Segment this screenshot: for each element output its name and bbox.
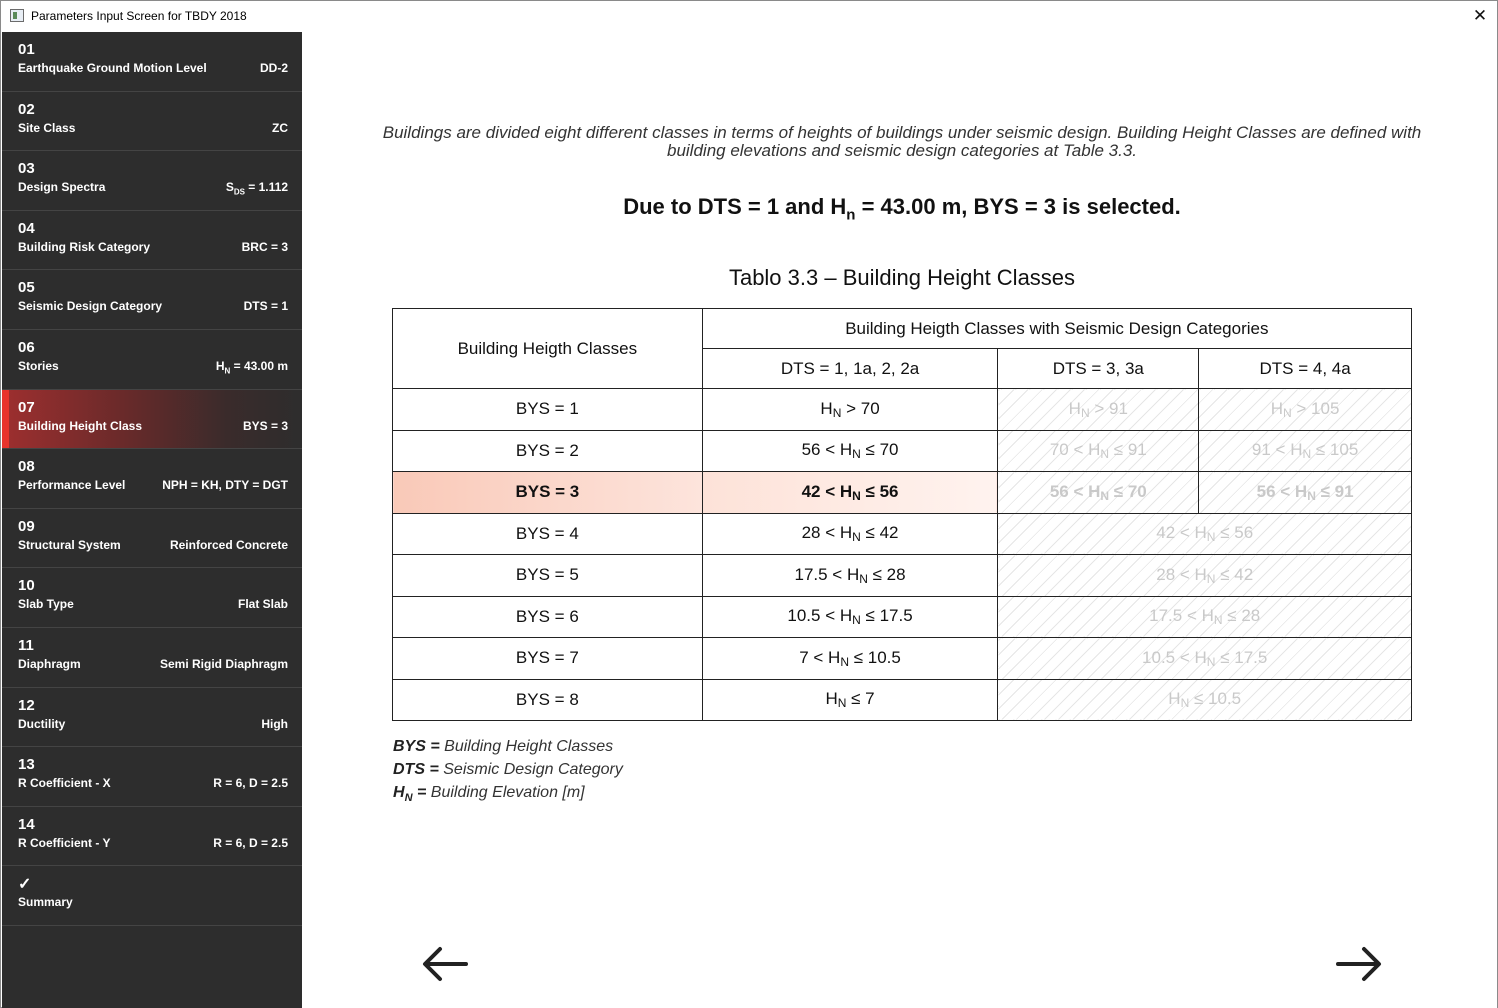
cell-text-part: ≤ 91 — [1109, 440, 1147, 460]
sidebar-step[interactable] — [2, 747, 302, 807]
step-label: Stories — [18, 358, 59, 373]
main-content — [302, 32, 1497, 1008]
step-value: Semi Rigid Diaphragm — [159, 656, 288, 671]
legend-desc: Seismic Design Category — [443, 761, 623, 779]
dts1-cell — [702, 430, 998, 472]
step-number: ✓ — [18, 876, 32, 894]
step-number: 02 — [18, 100, 35, 118]
step-value: DTS = 1 — [243, 299, 288, 314]
legend-key: $H_N$ = — [393, 784, 427, 805]
sidebar-step[interactable] — [2, 449, 302, 509]
cell-text-part: N — [852, 447, 861, 462]
dts34-cell — [998, 596, 1412, 638]
cell-text-part: ≤ 17.5 — [1215, 647, 1268, 667]
bys-cell: BYS = 1 — [393, 389, 703, 431]
bys-cell: BYS = 5 — [393, 555, 703, 597]
selection-pre: Due to DTS = 1 and H — [623, 194, 847, 219]
step-number: 04 — [18, 219, 35, 237]
table-row — [393, 389, 1412, 431]
dts1-cell — [702, 638, 998, 680]
cell-text-part: ≤ 28 — [1222, 606, 1261, 626]
cell-text-part: N — [832, 405, 842, 420]
cell-text-part: 17.5 < H — [794, 564, 860, 584]
sidebar-step[interactable] — [2, 32, 302, 92]
sidebar-step[interactable] — [2, 688, 302, 748]
step-value: BRC = 3 — [241, 239, 288, 254]
step-number: 03 — [18, 160, 35, 178]
step-number: 07 — [18, 398, 35, 416]
cell-text-part: ≤ 70 — [1109, 481, 1147, 501]
step-label: Structural System — [18, 537, 121, 552]
cell-text-part: 7 < H — [799, 647, 841, 667]
cell-text-part: 56 < H — [1049, 481, 1101, 501]
step-value-prefix: H — [215, 358, 225, 373]
legend-item — [393, 761, 623, 784]
step-label: Seismic Design Category — [18, 299, 163, 314]
cell-text-part: N — [837, 696, 847, 711]
cell-text-part: N — [1283, 405, 1292, 420]
step-value: High — [261, 716, 288, 731]
step-label: Summary — [18, 895, 73, 910]
legend-item — [393, 784, 623, 807]
cell-text-part: ≤ 10.5 — [1189, 689, 1242, 709]
cell-text-part: N — [1206, 530, 1216, 545]
step-label: R Coefficient - Y — [18, 835, 111, 850]
bys-cell: BYS = 7 — [393, 638, 703, 680]
dts34-cell — [998, 513, 1412, 555]
cell-text-part: 10.5 < H — [1142, 647, 1207, 667]
bys-cell: BYS = 6 — [393, 596, 703, 638]
dts1-cell — [702, 679, 998, 721]
group-header: Building Heigth Classes with Seismic Design Categories — [702, 309, 1411, 349]
cell-text-part: 42 < H — [801, 481, 853, 501]
cell-text-part: ≤ 42 — [860, 523, 899, 543]
step-value: Reinforced Concrete — [169, 537, 288, 552]
cell-text-part: 28 < H — [801, 523, 853, 543]
step-label: Site Class — [18, 120, 76, 135]
step-value-suffix: = 1.112 — [244, 180, 288, 195]
window-title: Parameters Input Screen for TBDY 2018 — [31, 9, 247, 23]
step-label: Building Risk Category — [18, 239, 151, 254]
cell-text-part: N — [1180, 696, 1190, 711]
sidebar-step[interactable] — [2, 330, 302, 390]
app-icon — [10, 9, 24, 22]
step-value-sub: N — [224, 366, 231, 376]
dts3-cell — [998, 430, 1199, 472]
sidebar-step[interactable] — [2, 211, 302, 271]
legend-key: BYS = — [393, 738, 440, 755]
height-class-table — [392, 308, 1412, 721]
close-button[interactable]: ✕ — [1472, 6, 1488, 25]
cell-text-part: N — [1307, 488, 1316, 503]
cell-text-part: N — [1206, 571, 1216, 586]
cell-text-part: 56 < H — [801, 440, 853, 460]
table-row — [393, 430, 1412, 472]
step-value: ZC — [272, 120, 288, 135]
arrow-left-icon[interactable] — [420, 944, 470, 984]
cell-text-part: N — [1213, 613, 1223, 628]
step-number: 14 — [18, 815, 35, 833]
table-row — [393, 596, 1412, 638]
cell-text-part: 28 < H — [1156, 564, 1207, 584]
step-number: 06 — [18, 338, 35, 356]
cell-text-part: ≤ 42 — [1215, 564, 1254, 584]
sub-header-dts-1: DTS = 1, 1a, 2, 2a — [702, 349, 998, 389]
cell-text-part: 42 < H — [1156, 523, 1207, 543]
cell-text-part: N — [852, 530, 861, 545]
step-number: 08 — [18, 458, 35, 476]
cell-text-part: ≤ 10.5 — [849, 647, 901, 667]
sub-header-dts-3: DTS = 3, 3a — [998, 349, 1199, 389]
table-row — [393, 513, 1412, 555]
cell-text-part: H — [1168, 689, 1181, 709]
step-number: 13 — [18, 756, 35, 774]
cell-text-part: ≤ 56 — [860, 481, 899, 501]
selection-sub: n — [846, 206, 856, 224]
legend-key: DTS = — [393, 761, 439, 779]
cell-text-part: N — [1080, 405, 1090, 420]
cell-text-part: ≤ 91 — [1315, 481, 1354, 501]
cell-text-part: H — [1068, 398, 1081, 418]
cell-text-part: > 91 — [1089, 398, 1128, 418]
cell-text-part: 56 < H — [1256, 481, 1308, 501]
cell-text-part: N — [1100, 447, 1110, 462]
bys-cell: BYS = 3 — [393, 472, 703, 514]
step-value — [216, 359, 288, 375]
step-value: R = 6, D = 2.5 — [213, 835, 288, 850]
cell-text-part: N — [852, 613, 861, 628]
sidebar-step[interactable] — [2, 270, 302, 330]
sidebar-step[interactable] — [2, 151, 302, 211]
step-value: Flat Slab — [237, 597, 288, 612]
step-value — [226, 180, 288, 196]
bys-cell: BYS = 2 — [393, 430, 703, 472]
step-label: Earthquake Ground Motion Level — [18, 61, 207, 75]
step-label: Slab Type — [18, 597, 74, 612]
step-label: Diaphragm — [18, 656, 81, 671]
step-value: NPH = KH, DTY = DGT — [162, 478, 288, 493]
dts1-cell — [702, 555, 998, 597]
dts1-cell — [702, 596, 998, 638]
table-row — [393, 555, 1412, 597]
dts3-cell — [998, 389, 1199, 431]
legend-key-text: BYS — [393, 738, 426, 755]
dts34-cell — [998, 679, 1412, 721]
col-header-classes: Building Heigth Classes — [393, 309, 703, 389]
step-value: BYS = 3 — [242, 418, 288, 433]
step-number: 11 — [18, 636, 34, 654]
table-row — [393, 472, 1412, 514]
sidebar-step[interactable] — [2, 866, 302, 926]
sidebar-step[interactable] — [2, 807, 302, 867]
legend-item — [393, 738, 623, 761]
step-value: DD-2 — [259, 61, 288, 75]
selection-post: = 43.00 m, BYS = 3 is selected. — [855, 194, 1181, 219]
step-number: 01 — [18, 41, 35, 58]
sidebar-step[interactable] — [2, 390, 302, 450]
step-label: Ductility — [18, 716, 66, 731]
wizard-sidebar — [2, 32, 302, 1008]
step-value: R = 6, D = 2.5 — [213, 776, 288, 791]
intro-text: Buildings are divided eight different classes in terms of heights of buildings under seismic design. Building Height Classes are defined with building elevations and seismic design categories at Table 3.3. — [382, 123, 1422, 160]
step-label: Building Height Class — [18, 418, 143, 433]
cell-text-part: H — [1270, 398, 1284, 418]
cell-text-part: ≤ 105 — [1311, 440, 1359, 460]
title-bar — [1, 1, 1497, 32]
dts4-cell — [1199, 472, 1412, 514]
cell-text-part: H — [825, 689, 838, 709]
legend-key-sub: N — [404, 792, 413, 805]
cell-text-part: H — [820, 398, 833, 418]
bys-cell: BYS = 8 — [393, 679, 703, 721]
table-row — [393, 679, 1412, 721]
table-title: Tablo 3.3 – Building Height Classes — [728, 265, 1076, 290]
step-value-prefix: S — [225, 180, 234, 195]
cell-text-part: ≤ 70 — [860, 440, 899, 460]
cell-text-part: 70 < H — [1049, 440, 1101, 460]
sub-header-dts-4: DTS = 4, 4a — [1199, 349, 1412, 389]
cell-text-part: ≤ 17.5 — [860, 606, 913, 626]
cell-text-part: N — [1206, 654, 1216, 669]
arrow-right-icon[interactable] — [1334, 944, 1384, 984]
step-label: Performance Level — [18, 478, 126, 493]
cell-text-part: 10.5 < H — [787, 606, 853, 626]
dts4-cell — [1199, 389, 1412, 431]
step-number: 10 — [18, 577, 35, 595]
dts1-cell — [702, 472, 998, 514]
step-number: 12 — [18, 696, 35, 714]
cell-text-part: 17.5 < H — [1149, 606, 1214, 626]
dts1-cell — [702, 513, 998, 555]
cell-text-part: N — [1100, 488, 1110, 503]
selection-statement — [382, 194, 1422, 223]
sidebar-step[interactable] — [2, 92, 302, 152]
legend — [393, 738, 623, 808]
cell-text-part: N — [1302, 447, 1312, 462]
sidebar-step[interactable] — [2, 628, 302, 688]
step-number: 09 — [18, 517, 35, 535]
legend-key-text: H — [393, 784, 405, 802]
dts4-cell — [1199, 430, 1412, 472]
cell-text-part: N — [859, 571, 868, 586]
step-label: R Coefficient - X — [18, 776, 111, 791]
cell-text-part: > 105 — [1291, 398, 1340, 418]
cell-text-part: > 70 — [841, 398, 880, 418]
legend-desc: Building Elevation [m] — [430, 784, 585, 802]
cell-text-part: ≤ 7 — [846, 689, 875, 709]
legend-key-text: DTS — [393, 761, 425, 779]
step-value-suffix: = 43.00 m — [230, 358, 288, 373]
step-value-sub: DS — [233, 187, 245, 197]
sidebar-step[interactable] — [2, 568, 302, 628]
cell-text-part: 91 < H — [1251, 440, 1303, 460]
bys-cell: BYS = 4 — [393, 513, 703, 555]
step-label: Design Spectra — [18, 180, 106, 195]
cell-text-part: ≤ 56 — [1215, 523, 1254, 543]
sidebar-step[interactable] — [2, 509, 302, 569]
cell-text-part: ≤ 28 — [867, 564, 906, 584]
dts1-cell — [702, 389, 998, 431]
table-row — [393, 638, 1412, 680]
legend-desc: Building Height Classes — [444, 738, 614, 755]
cell-text-part: N — [840, 654, 849, 669]
dts3-cell — [998, 472, 1199, 514]
cell-text-part: N — [852, 488, 861, 503]
dts34-cell — [998, 638, 1412, 680]
step-number: 05 — [18, 279, 35, 297]
dts34-cell — [998, 555, 1412, 597]
